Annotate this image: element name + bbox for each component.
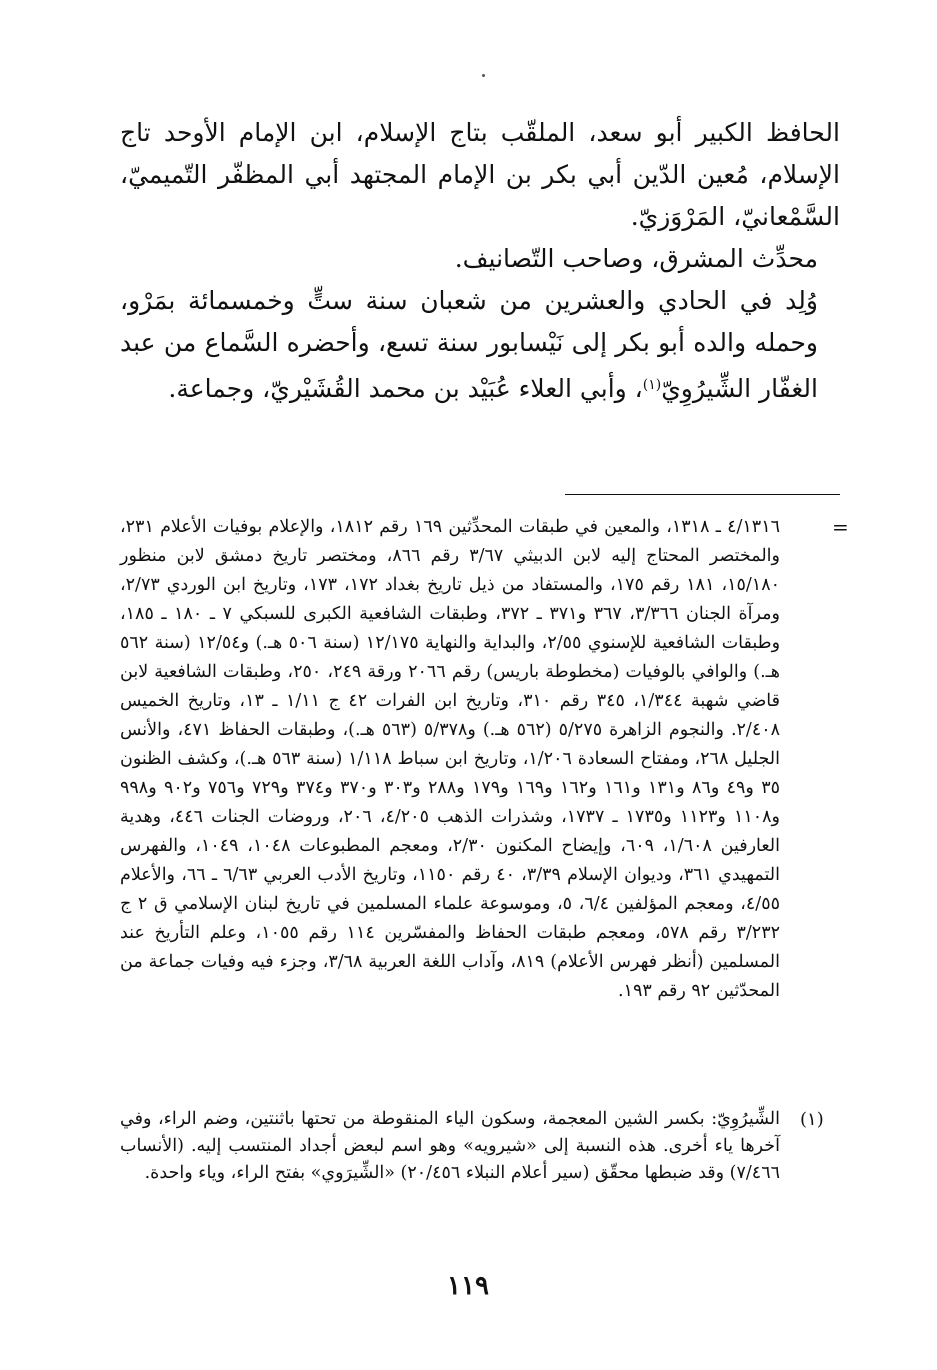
main-paragraph-2: محدِّث المشرق، وصاحب التّصانيف. [454, 244, 818, 273]
main-paragraph-1: الحافظ الكبير أبو سعد، الملقّب بتاج الإسلام، ابن الإمام الأوحد تاج الإسلام، مُعين الدّين أبي بكر بن الإمام المجتهد أبي المظفّر التّميميّ، السَّمْعانيّ، المَرْوَزيّ. [120, 118, 840, 231]
footnote-1-number: (١) [800, 1109, 824, 1130]
footnote-continuation: ٤/١٣١٦ ـ ١٣١٨، والمعين في طبقات المحدِّثين ١٦٩ رقم ١٨١٢، والإعلام بوفيات الأعلام ٢٣١، والمختصر المحتاج إليه لابن الدبيثي ٣/٦٧ رقم ٨٦٦، ومختصر تاريخ دمشق لابن منظور ١٥/١٨٠، ١٨١ رقم ١٧٥، والمستفاد من ذيل تاريخ بغداد ١٧٢، ١٧٣، وتاريخ ابن الوردي ٢/٧٣، ومرآة الجنان ٣/٣٦٦، ٣٦٧ و٣٧١ ـ ٣٧٢، وطبقات الشافعية الكبرى للسبكي ٧ ـ ١٨٠ ـ ١٨٥، وطبقات الشافعية للإسنوي ٢/٥٥، والبداية والنهاية ١٢/١٧٥ (سنة ٥٠٦ هـ.) و١٢/٥٤ (سنة ٥٦٢ هـ.) والوافي بالوفيات (مخطوطة باريس) رقم ٢٠٦٦ ورقة ٢٤٩، ٢٥٠، وطبقات الشافعية لابن قاضي شهبة ١/٣٤٤، ٣٤٥ رقم ٣١٠، وتاريخ ابن الفرات ٤٢ ج ١/١١ ـ ١٣، وتاريخ الخميس ٢/٤٠٨. والنجوم الزاهرة ٥/٢٧٥ (٥٦٢ هـ.) و٥/٣٧٨ (٥٦٣ هـ.)، وطبقات الحفاظ ٤٧١، والأنس الجليل ٢٦٨، ومفتاح السعادة ١/٢٠٦، وتاريخ ابن سباط ١/١١٨ (سنة ٥٦٣ هـ.)، وكشف الظنون ٣٥ و٤٩ و٨٦ و١٣١ و١٦١ و١٦٢ و١٦٩ و١٧٩ و٢٨٨ و٣٠٣ و٣٧٠ و٣٧٤ و٧٢٩ و٧٥٦ و٩٠٢ و٩٩٨ و١١٠٨ و١١٢٣ و١٧٣٥ ـ ١٧٣٧، وشذرات الذهب ٤/٢٠٥، ٢٠٦، وروضات الجنات ٤٤٦، وهدية العارفين ١/٦٠٨، ٦٠٩، وإيضاح المكنون ٢/٣٠، ومعجم المطبوعات ١٠٤٨، ١٠٤٩، والفهرس التمهيدي ٣٦١، وديوان الإسلام ٣/٣٩، ٤٠ رقم ١١٥٠، وتاريخ الأدب العربي ٦/٦٣ ـ ٦٦، والأعلام ٤/٥٥، ومعجم المؤلفين ٦/٤، ٥، وموسوعة علماء المسلمين في تاريخ لبنان الإسلامي ق ٢ ج ٣/٢٣٢ رقم ٥٧٨، ومعجم طبقات الحفاظ والمفسّرين ١١٤ رقم ١٠٥٥، وعلم التأريخ عند المسلمين (أنظر فهرس الأعلام) ٨١٩، وآداب اللغة العربية ٣/٦٨، وجزء فيه وفيات جماعة من المحدّثين ٩٢ رقم ١٩٣. [120, 517, 781, 1001]
main-paragraph-3-tail: ، وأبي العلاء عُبَيْد بن محمد القُشَيْريّ، وجماعة. [168, 374, 643, 403]
footnote-1-text: الشِّيرُوِيّ: بكسر الشين المعجمة، وسكون الياء المنقوطة من تحتها باثنتين، وضم الراء، وفي آخرها ياء أخرى. هذه النسبة إلى «شيرويه» وهو اسم لبعض أجداد المنتسب إليه. (الأنساب ٧/٤٦٦) وقد ضبطها محقّق (سير أعلام النبلاء ٢٠/٤٥٦) «الشِّيرَوي» بفتح الراء، وياء واحدة. [120, 1109, 780, 1183]
footnote-reference: (١) [642, 377, 662, 393]
main-paragraph-3 [120, 280, 840, 410]
page-number: ١١٩ [447, 1271, 489, 1301]
main-paragraph-3-text: وُلِد في الحادي والعشرين من شعبان سنة ستٍّ وخمسمائة بمَرْو، وحمله والده أبو بكر إلى نَيْسابور سنة تسع، وأحضره السَّماع من عبد الغفّار الشِّيرُوِيّ [120, 286, 818, 403]
page-speck [482, 74, 485, 77]
main-text-block [120, 112, 840, 410]
continuation-mark: = [832, 515, 849, 539]
footnote-separator [565, 494, 840, 495]
